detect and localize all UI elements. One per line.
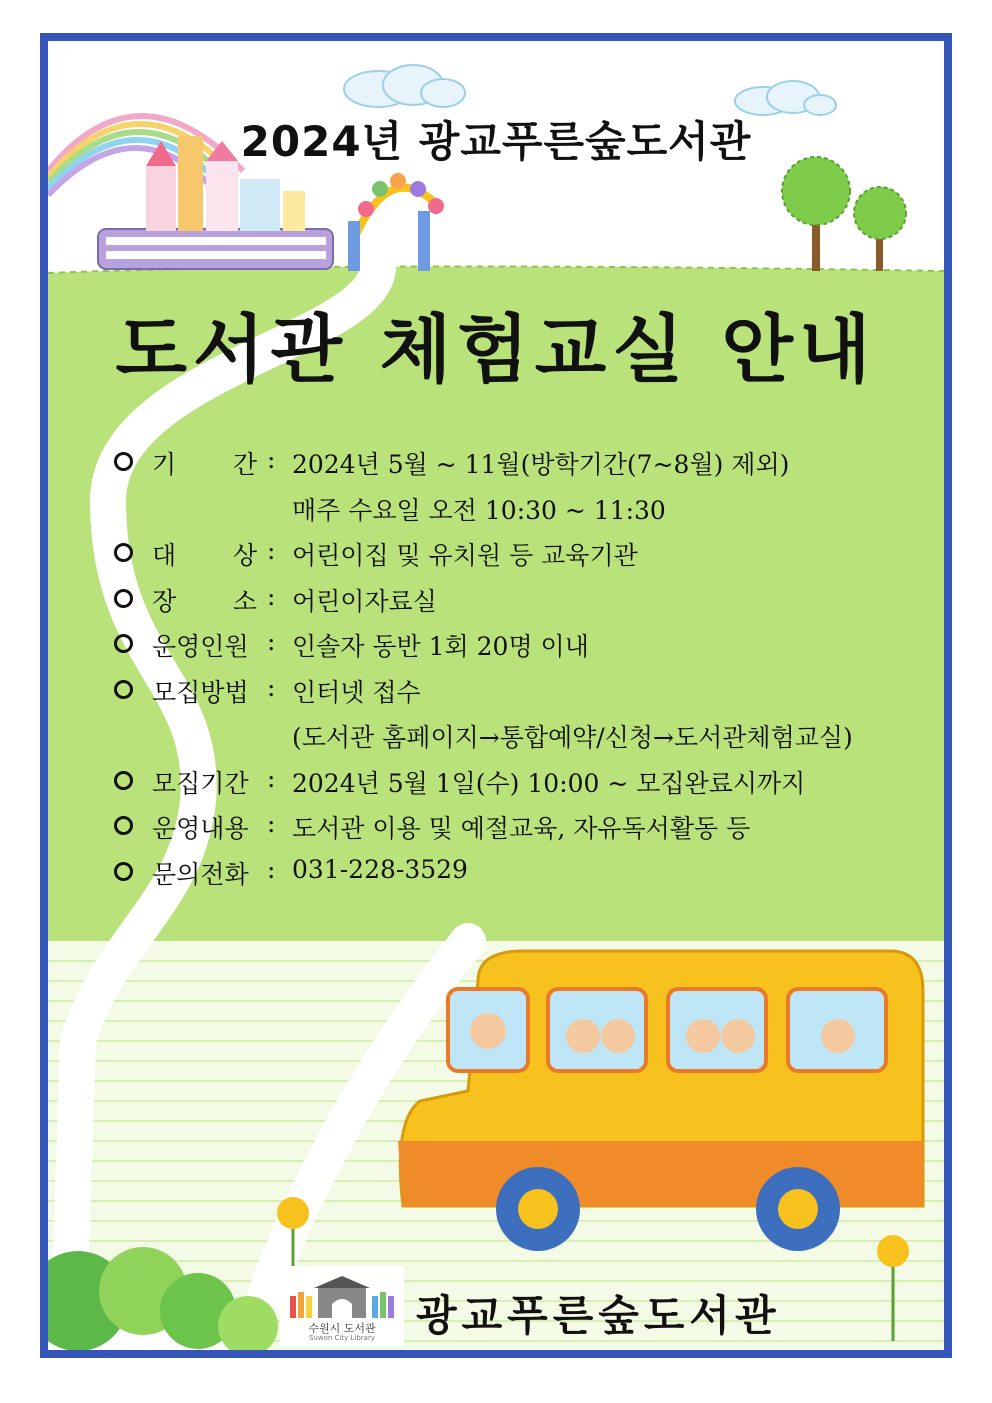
label-colon: : xyxy=(267,536,276,565)
info-label: 모집기간 xyxy=(152,768,249,798)
info-row-method-detail xyxy=(110,714,910,760)
info-row-period-time xyxy=(110,487,910,533)
logo-text: 수원시 도서관 xyxy=(308,1322,376,1335)
label-colon: : xyxy=(267,581,276,611)
info-value: 어린이집 및 유치원 등 교육기관 xyxy=(292,541,638,570)
info-row-target xyxy=(110,532,910,578)
label-colon: : xyxy=(267,763,276,793)
logo-subtext: Suwon City Library xyxy=(309,1334,375,1342)
circle-bullet-icon xyxy=(114,862,133,881)
circle-bullet-icon xyxy=(114,452,133,471)
circle-bullet-icon xyxy=(114,543,133,562)
info-label: 모집방법 xyxy=(152,677,249,707)
info-list xyxy=(110,441,910,896)
info-row-capacity xyxy=(110,623,910,669)
label-colon: : xyxy=(267,672,276,702)
info-value: 매주 수요일 오전 10:30 ~ 11:30 xyxy=(292,495,666,525)
info-value: 어린이자료실 xyxy=(292,586,437,616)
circle-bullet-icon xyxy=(114,816,133,835)
circle-bullet-icon xyxy=(114,771,133,790)
label-colon: : xyxy=(267,854,276,884)
info-label: 문의전화 xyxy=(152,859,249,889)
info-value: 2024년 5월 ~ 11월(방학기간(7~8월) 제외) xyxy=(292,450,790,479)
school-bus-icon xyxy=(398,951,923,1251)
circle-bullet-icon xyxy=(114,634,133,653)
info-label: 대 상 xyxy=(152,541,257,570)
label-colon: : xyxy=(267,809,276,838)
info-row-period xyxy=(110,441,910,487)
info-label: 운영내용 xyxy=(152,814,249,843)
page-title: 도서관 체험교실 안내 xyxy=(115,307,877,393)
info-row-place xyxy=(110,578,910,624)
circle-bullet-icon xyxy=(114,680,133,699)
label-colon: : xyxy=(267,627,276,656)
info-label: 기 간 xyxy=(152,450,257,479)
info-value: 인솔자 동반 1회 20명 이내 xyxy=(292,632,589,661)
info-row-content xyxy=(110,805,910,851)
info-row-recruit-period xyxy=(110,760,910,806)
info-value: 인터넷 접수 xyxy=(292,677,421,707)
page-subtitle: 2024년 광교푸른숲도서관 xyxy=(240,117,752,166)
suwon-library-logo xyxy=(280,1266,404,1346)
info-value: (도서관 홈페이지→통합예약/신청→도서관체험교실) xyxy=(292,723,853,752)
info-label: 운영인원 xyxy=(152,632,249,661)
poster-frame xyxy=(40,33,952,1358)
info-value: 도서관 이용 및 예절교육, 자유독서활동 등 xyxy=(292,814,751,843)
info-value: 2024년 5월 1일(수) 10:00 ~ 모집완료시까지 xyxy=(292,768,806,798)
info-label: 장 소 xyxy=(152,586,257,616)
library-name: 광교푸른숲도서관 xyxy=(416,1291,781,1340)
circle-bullet-icon xyxy=(114,589,133,608)
info-row-phone xyxy=(110,851,910,897)
info-row-method xyxy=(110,669,910,715)
phone-number: 031-228-3529 xyxy=(292,854,468,884)
library-gate-icon xyxy=(280,1266,404,1320)
label-colon: : xyxy=(267,445,276,474)
